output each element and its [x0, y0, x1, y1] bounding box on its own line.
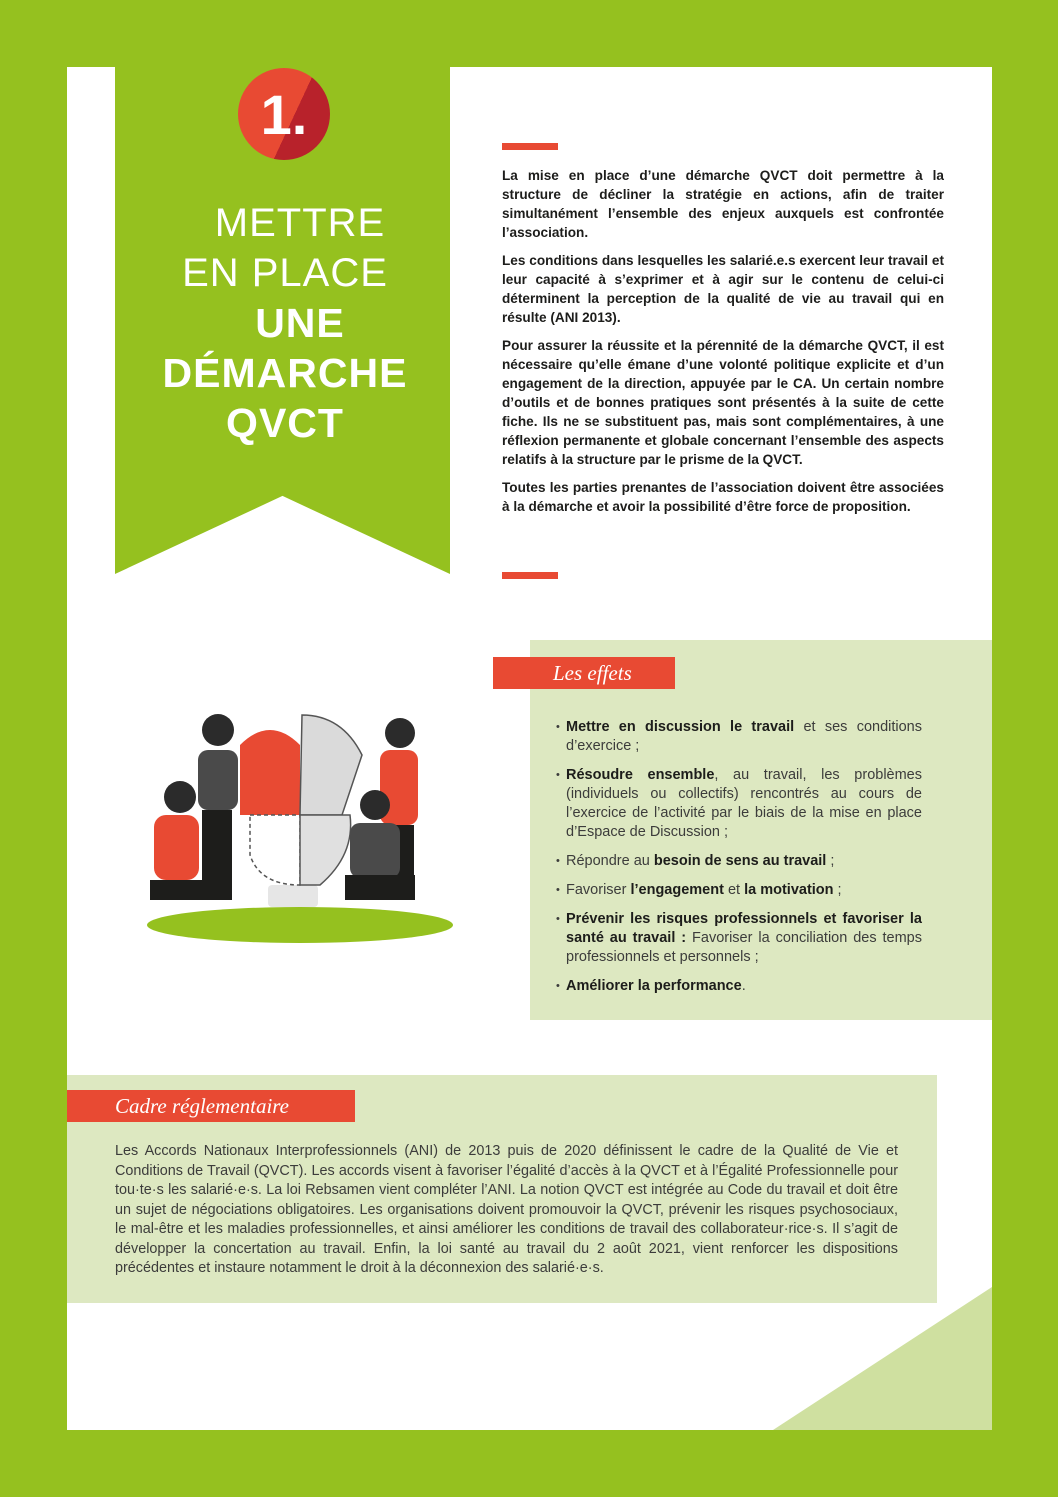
intro-paragraph-4: Toutes les parties prenantes de l’association doivent être associées à la démarche et avoir la possibilité d’être force de proposition. [502, 480, 944, 514]
page-title [115, 198, 455, 448]
title-line-2: EN PLACE [182, 251, 388, 295]
title-line-5: QVCT [226, 400, 344, 446]
title-line-4: DÉMARCHE [162, 350, 408, 396]
intro-bottom-divider [502, 572, 558, 579]
intro-top-divider [502, 143, 558, 150]
intro-paragraph-2: Les conditions dans lesquelles les salarié.e.s exercent leur travail et leur capacité à s’exprimer et à agir sur le contenu de celui-ci déterminent la perception de la qualité de vie au travail qui en résulte (ANI 2013). [502, 253, 944, 325]
cadre-text: Les Accords Nationaux Interprofessionnels (ANI) de 2013 puis de 2020 définissent le cadre de la Qualité de Vie et Conditions de Travail (QVCT). Les accords visent à favoriser l’égalité d’accès à la QVCT et à l’Égalité Professionnelle pour tou·te·s les salarié·e·s. La loi Rebsamen vient compléter l’ANI. La notion QVCT est intégrée au Code du travail et doit être un sujet de négociations obligatoires. Les organisations doivent promouvoir la QVCT, prévenir les risques psychosociaux, le mal-être et les maladies professionnelles, et ainsi améliorer les conditions de travail des collaborateur·rice·s. Il s’agit de développer la concertation au travail. Enfin, la loi santé au travail du 2 août 2021, vient renforcer les dispositions précédentes et instaure notamment le droit à la déconnexion des salarié·e·s. [115, 1143, 898, 1276]
list-item: • Résoudre ensemble, au travail, les problèmes (individuels ou collectifs) rencontrés au cours de l’exercice de l’activité par le biais de la mise en place d’Espace de Discussion ; [556, 766, 922, 842]
list-item: • Mettre en discussion le travail et ses conditions d’exercice ; [556, 718, 922, 756]
title-line-1: METTRE [214, 201, 386, 245]
list-item: • Répondre au besoin de sens au travail ; [556, 852, 922, 871]
intro-text [502, 166, 944, 525]
effets-heading: Les effets [493, 657, 675, 689]
list-item: • Prévenir les risques professionnels et favoriser la santé au travail : Favoriser la conciliation des temps professionnels et personnels ; [556, 910, 922, 967]
list-item: • Favoriser l’engagement et la motivation ; [556, 881, 922, 900]
list-item: • Améliorer la performance. [556, 977, 922, 996]
effets-list [556, 718, 922, 1006]
intro-paragraph-3: Pour assurer la réussite et la pérennité de la démarche QVCT, il est nécessaire qu’elle émane d’une volonté politique explicite et d’un engagement de la direction, appuyée par le CA. Un certain nombre d’outils et de bonnes pratiques sont présentés à la suite de cette fiche. Ils ne se substituent pas, mais sont complémentaires, à une réflexion permanente et globale concernant l’ensemble des aspects relatifs à la structure par le prisme de la QVCT. [502, 338, 944, 467]
teamwork-puzzle-illustration [140, 705, 460, 945]
cadre-heading: Cadre réglementaire [67, 1090, 355, 1122]
title-line-3: UNE [255, 300, 345, 346]
intro-paragraph-1: La mise en place d’une démarche QVCT doit permettre à la structure de décliner la stratégie en actions, afin de traiter simultanément l’ensemble des enjeux auxquels est confrontée l’association. [502, 168, 944, 240]
section-number-badge: 1. [238, 68, 330, 160]
